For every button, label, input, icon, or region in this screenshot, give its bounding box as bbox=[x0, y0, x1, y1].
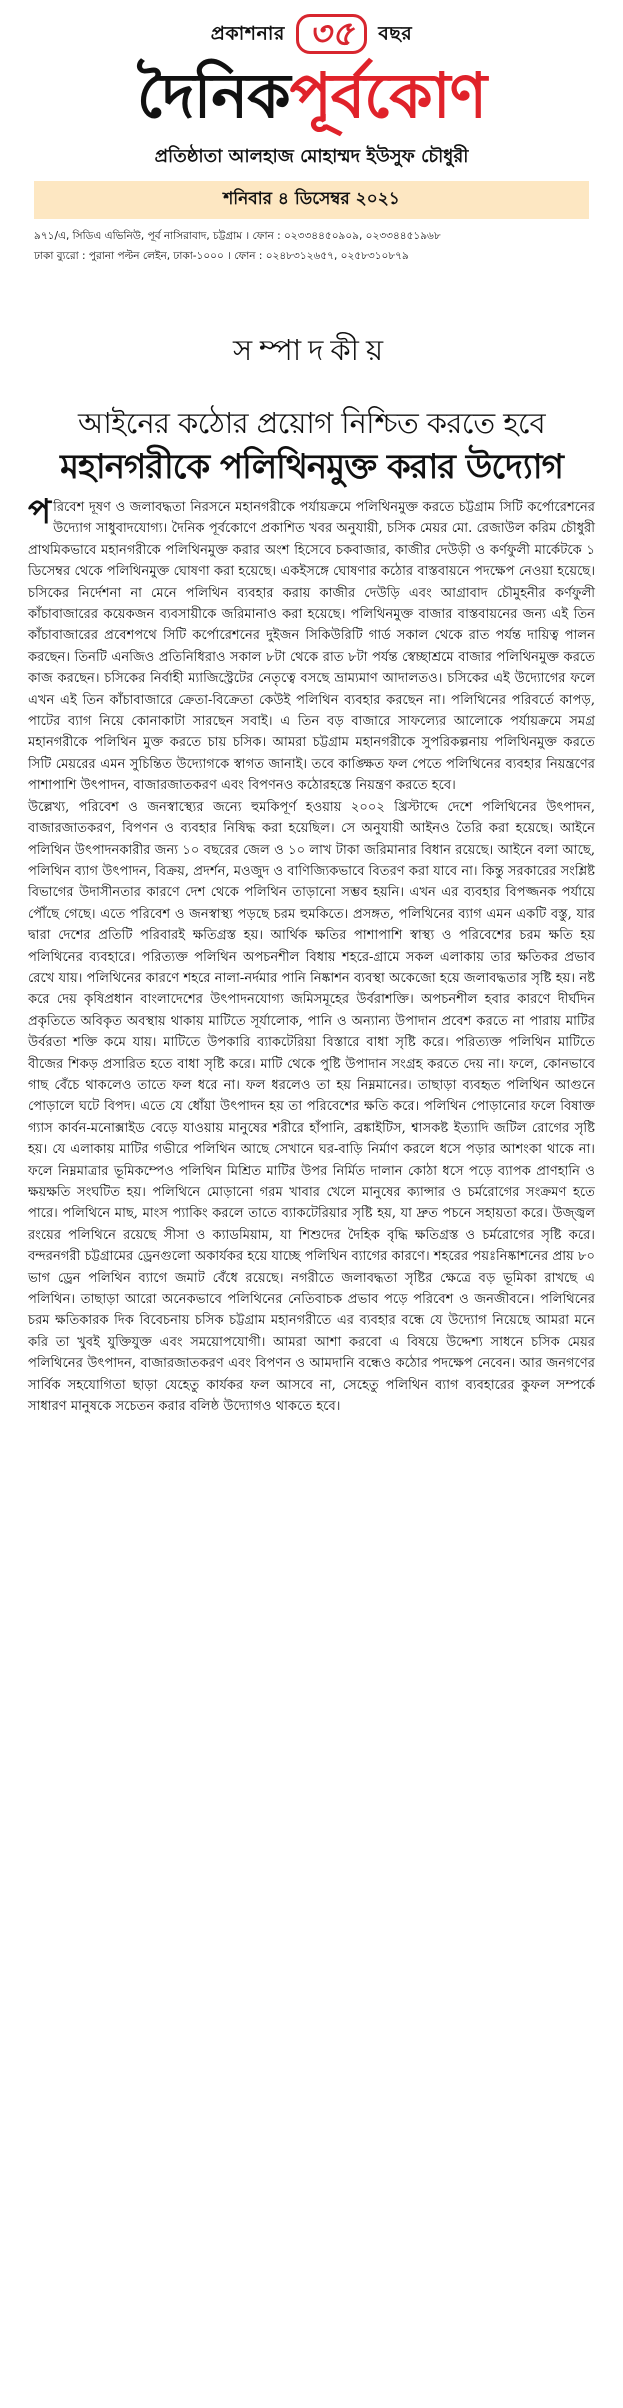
article-body bbox=[28, 492, 595, 1417]
founder-line: প্রতিষ্ঠাতা আলহাজ মোহাম্মদ ইউসুফ চৌধুরী bbox=[154, 146, 469, 167]
anniversary-prefix: প্রকাশনার bbox=[210, 22, 285, 45]
article-paragraph-1 bbox=[28, 492, 595, 797]
address-line-dhaka-bureau: ঢাকা ব্যুরো : পুরানা পল্টন লেইন, ঢাকা-১০০০ । ফোন : ০২৪৮৩১২৬৫৭, ০২৫৮৩১০৮৭৯ bbox=[34, 250, 409, 262]
section-title: সম্পাদকীয় bbox=[232, 333, 391, 367]
anniversary-suffix: বছর bbox=[378, 22, 413, 45]
article-paragraph-2: উল্লেখ্য, পরিবেশ ও জনস্বাস্থ্যের জন্যে হুমকিপূর্ণ হওয়ায় ২০০২ খ্রিস্টাব্দে দেশে পলিথিনের উৎপাদন, বাজারজাতকরণ, বিপণন ও ব্যবহার নিষিদ্ধ করা হয়েছিল। সে অনুযায়ী আইনও তৈরি করা হয়েছে। আইনে পলিথিন উৎপাদনকারীর জন্য ১০ বছরের জেল ও ১০ লাখ টাকা জরিমানার বিধান রয়েছে। আইনে বলা আছে, পলিথিন ব্যাগ উৎপাদন, বিক্রয়, প্রদর্শন, মওজুদ ও বাণিজ্যিকভাবে বিতরণ করা যাবে না। কিন্তু সরকারের সংশ্লিষ্ট বিভাগের উদাসীনতার কারণে দেশ থেকে পলিথিন তাড়ানো সম্ভব হয়নি। এখন এর ব্যবহার বিপজ্জনক পর্যায়ে পৌঁছে গেছে। এতে পরিবেশ ও জনস্বাস্থ্য পড়ছে চরম হুমকিতে। প্রসঙ্গত, পলিথিনের ব্যাগ এমন একটি বস্তু, যার দ্বারা দেশের প্রতিটি পরিবারই ক্ষতিগ্রস্ত হয়। আর্থিক ক্ষতির পাশাপাশি স্বাস্থ্য ও পরিবেশের চরম ক্ষতি হয় পলিথিনের ব্যবহারে। পরিত্যক্ত পলিথিন অপচনশীল বিধায় শহরে-গ্রামে সকল এলাকায় তার ক্ষতিকর প্রভাব রেখে যায়। পলিথিনের কারণে শহরে নালা-নর্দমার পানি নিষ্কাশন ব্যবস্থা অকেজো হয়ে জলাবদ্ধতার সৃষ্টি হয়। নষ্ট করে দেয় কৃষিপ্রধান বাংলাদেশের উৎপাদনযোগ্য জমিসমূহের উর্বরাশক্তি। অপচনশীল হবার কারণে দীর্ঘদিন প্রকৃতিতে অবিকৃত অবস্থায় থাকায় মাটিতে সূর্যালোক, পানি ও অন্যান্য উপাদান প্রবেশ করতে না পারায় মাটির উর্বরতা শক্তি কমে যায়। মাটিতে উপকারি ব্যাকটেরিয়া বিস্তারে বাধা সৃষ্টি করে। পরিত্যক্ত পলিথিন মাটিতে বীজের শিকড় প্রসারিত হতে বাধা সৃষ্টি করে। মাটি থেকে পুষ্টি উপাদান সংগ্রহ করতে দেয় না। ফলে, কোনভাবে গাছ বেঁচে থাকলেও তাতে ফল ধরে না। ফল ধরলেও তা হয় নিম্নমানের। তাছাড়া ব্যবহৃত পলিথিন আগুনে পোড়ালে ঘটে বিপদ। এতে যে ধোঁয়া উৎপাদন হয় তা পরিবেশের ক্ষতি করে। পলিথিন পোড়ানোর ফলে বিষাক্ত গ্যাস কার্বন-মনোক্সাইড বেড়ে যাওয়ায় মানুষের শরীরে হাঁপানি, ব্রঙ্কাইটিস, শ্বাসকষ্ট ইত্যাদি জটিল রোগের সৃষ্টি হয়। যে এলাকায় মাটির গভীরে পলিথিন আছে সেখানে ঘর-বাড়ি নির্মাণ করলে ধসে পড়ার আশংকা থাকে না। ফলে নিম্নমাত্রার ভূমিকম্পেও পলিথিন মিশ্রিত মাটির উপর নির্মিত দালান কোঠা ধসে পড়ে ব্যাপক প্রাণহানি ও ক্ষয়ক্ষতি সংঘটিত হয়। পলিথিনে মোড়ানো গরম খাবার খেলে মানুষের ক্যান্সার ও চর্মরোগের সংক্রমণ হতে পারে। পলিথিনে মাছ, মাংস প্যাকিং করলে তাতে ব্যাকটেরিয়ার সৃষ্টি হয়, যা দ্রুত পচনে সহায়তা করে। উজ্জ্বল রংয়ের পলিথিনে রয়েছে সীসা ও ক্যাডমিয়াম, যা শিশুদের দৈহিক বৃদ্ধি ক্ষতিগ্রস্ত ও চর্মরোগের সৃষ্টি করে। বন্দরনগরী চট্টগ্রামের ড্রেনগুলো অকার্যকর হয়ে যাচ্ছে পলিথিন ব্যাগের কারণে। শহরের পয়ঃনিষ্কাশনের প্রায় ৮০ ভাগ ড্রেন পলিথিন ব্যাগে জমাট বেঁধে রয়েছে। নগরীতে জলাবদ্ধতা সৃষ্টির ক্ষেত্রে বড় ভূমিকা রাখছে এ পলিথিন। তাছাড়া আরো অনেকভাবে পলিথিনের নেতিবাচক প্রভাব পড়ে পরিবেশ ও জনজীবনে। পলিথিনের চরম ক্ষতিকারক দিক বিবেচনায় চসিক চট্টগ্রাম মহানগরীতে এর ব্যবহার বন্ধে যে উদ্যোগ নিয়েছে আমরা মনে করি তা খুবই যুক্তিযুক্ত এবং সময়োপযোগী। আমরা আশা করবো এ বিষয়ে উদ্দেশ্য সাধনে চসিক মেয়র পলিথিনের উৎপাদন, বাজারজাতকরণ এবং বিপণন ও আমদানি বন্ধেও কঠোর পদক্ষেপ নেবেন। আর জনগণের সার্বিক সহযোগিতা ছাড়া যেহেতু কার্যকর ফল আসবে না, সেহেতু পলিথিন ব্যাগ ব্যবহারের কুফল সম্পর্কে সাধারণ মানুষকে সচেতন করার বলিষ্ঠ উদ্যোগও থাকতে হবে। bbox=[28, 799, 595, 1415]
address-block bbox=[28, 226, 595, 266]
masthead-part2: পূর্বকোণ bbox=[289, 59, 487, 132]
paragraph-1-text: রিবেশ দূষণ ও জলাবদ্ধতা নিরসনে মহানগরীকে পর্যায়ক্রমে পলিথিনমুক্ত করতে চট্টগ্রাম সিটি কর্পোরেশনের উদ্যোগ সাধুবাদযোগ্য। দৈনিক পূর্বকোণে প্রকাশিত খবর অনুযায়ী, চসিক মেয়র মো. রেজাউল করিম চৌধুরী প্রাথমিকভাবে মহানগরীকে পলিথিনমুক্ত করার অংশ হিসেবে চকবাজার, কাজীর দেউড়ী ও কর্ণফুলী মার্কেটকে ১ ডিসেম্বর থেকে পলিথিনমুক্ত ঘোষণা করা হয়েছে। একইসঙ্গে ঘোষণার কঠোর বাস্তবায়নে পদক্ষেপ নেওয়া হয়েছে। চসিকের নির্দেশনা না মেনে পলিথিন ব্যবহার করায় কাজীর দেউড়ি এবং আগ্রাবাদ চৌমুহনীর কর্ণফুলী কাঁচাবাজারের কয়েকজন ব্যবসায়ীকে জরিমানাও করা হয়েছে। পলিথিনমুক্ত বাজার বাস্তবায়নের জন্য এই তিন কাঁচাবাজারের প্রবেশপথে সিটি কর্পোরেশনের দুইজন সিকিউরিটি গার্ড সকাল থেকে রাত পর্যন্ত দায়িত্ব পালন করছেন। তিনটি এনজিও প্রতিনিধিরাও সকাল ৮টা থেকে রাত ৮টা পর্যন্ত স্বেচ্ছাশ্রমে বাজার পলিথিনমুক্ত করতে কাজ করছেন। চসিকের নির্বাহী ম্যাজিস্ট্রেটের নেতৃত্বে বসছে ভ্রাম্যমাণ আদালতও। চসিকের এই উদ্যোগের ফলে এখন এই তিন কাঁচাবাজারে ক্রেতা-বিক্রেতা কেউই পলিথিন ব্যবহার করছেন না। পলিথিনের পরিবর্তে কাপড়, পাটের ব্যাগ নিয়ে কোনাকাটা সারছেন সবাই। এ তিন বড় বাজারে সাফল্যের আলোকে পর্যায়ক্রমে সমগ্র মহানগরীকে পলিথিন মুক্ত করতে চায় চসিক। আমরা চট্টগ্রাম মহানগরীকে সুপরিকল্পনায় পলিথিনমুক্ত করতে সিটি মেয়রের এমন সুচিন্তিত উদ্যোগকে স্বাগত জানাই। তবে কাঙ্ক্ষিত ফল পেতে পলিথিনের ব্যবহার নিয়ন্ত্রণের পাশাপাশি উৎপাদন, বাজারজাতকরণ এবং বিপণনও কঠোরহস্তে নিয়ন্ত্রণ করতে হবে। bbox=[28, 500, 595, 794]
date-banner: শনিবার ৪ ডিসেম্বর ২০২১ bbox=[34, 181, 589, 219]
masthead-logo bbox=[28, 58, 595, 134]
masthead-part1: দৈনিক bbox=[136, 59, 290, 132]
anniversary-years-badge: ৩৫ bbox=[296, 14, 367, 54]
anniversary-line bbox=[28, 0, 595, 54]
article-headline: মহানগরীকে পলিথিনমুক্ত করার উদ্যোগ bbox=[60, 447, 563, 487]
address-line-head-office: ৯৭১/এ, সিডিএ এভিনিউ, পূর্ব নাসিরাবাদ, চট্টগ্রাম । ফোন : ০২৩৩৪৪৫০৯০৯, ০২৩৩৪৪৫১৯৬৮ bbox=[34, 230, 441, 242]
article-subheadline: আইনের কঠোর প্রয়োগ নিশ্চিত করতে হবে bbox=[77, 406, 546, 440]
drop-cap: প bbox=[28, 492, 52, 532]
